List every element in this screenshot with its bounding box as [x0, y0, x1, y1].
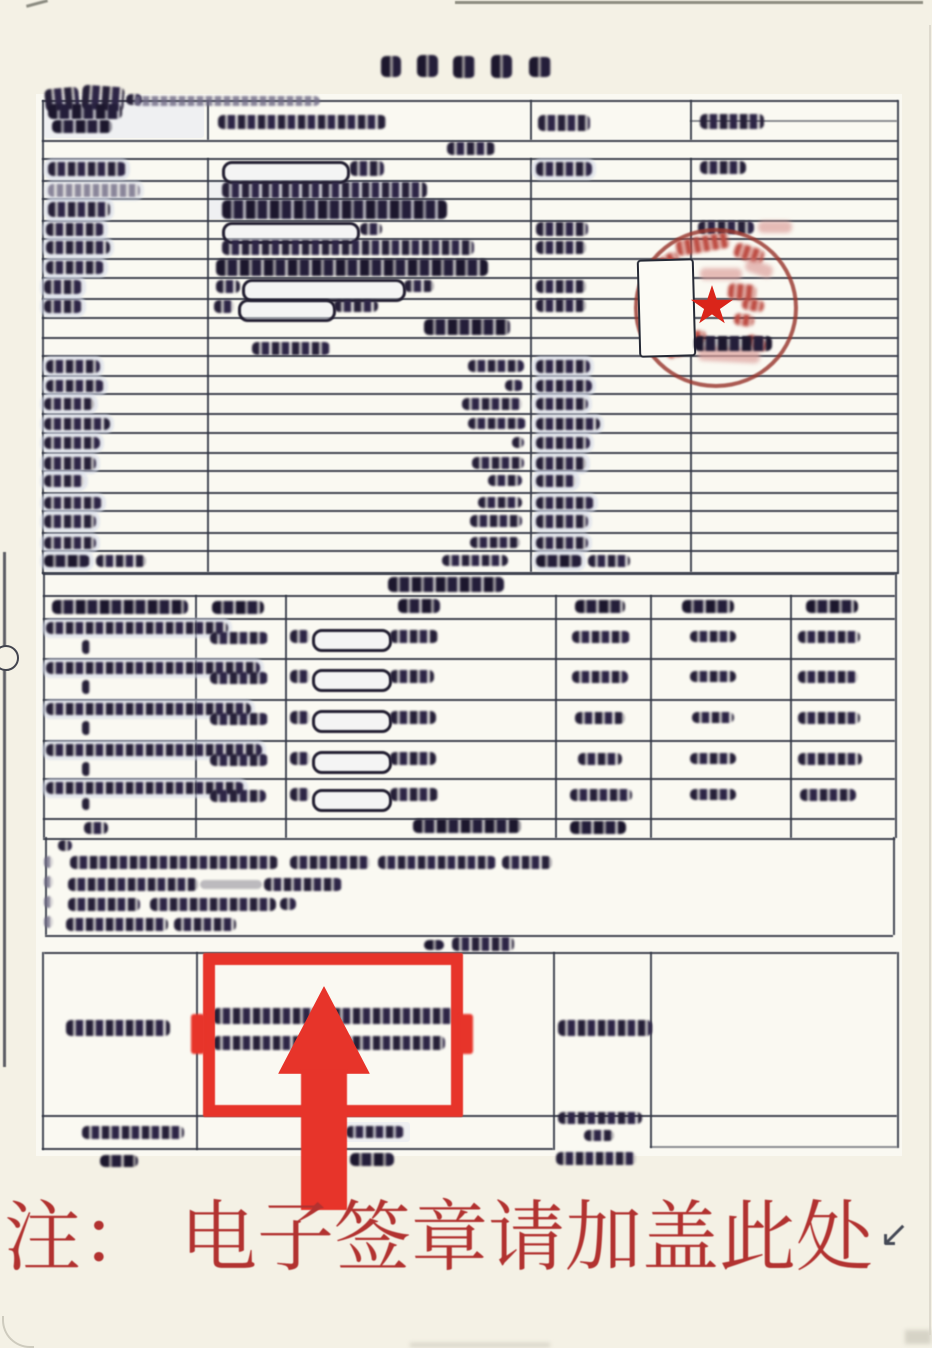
title-glyph-blob [381, 56, 401, 77]
illegible-text-blob [216, 259, 488, 276]
illegible-text-blob [536, 497, 594, 509]
illegible-text-blob [468, 360, 524, 372]
page-top-edge-line [455, 1, 923, 4]
page-right-edge-line [929, 25, 931, 1335]
illegible-text-blob [46, 261, 104, 274]
table-vertical-line [790, 595, 792, 838]
illegible-text-blob [470, 515, 522, 527]
illegible-text-blob [572, 631, 630, 643]
table-vertical-line [555, 595, 557, 838]
table-horizontal-line [43, 699, 895, 701]
illegible-text-blob [210, 632, 268, 644]
illegible-text-blob [472, 457, 524, 469]
illegible-text-blob [798, 712, 860, 724]
illegible-text-blob [390, 788, 438, 801]
illegible-text-blob [536, 222, 588, 236]
illegible-text-blob [82, 1126, 184, 1139]
illegible-text-blob [44, 497, 102, 509]
table-horizontal-line [43, 778, 895, 780]
illegible-text-blob [48, 184, 140, 197]
illegible-text-blob [536, 457, 586, 470]
illegible-text-blob [690, 753, 736, 764]
seal-text-mark [700, 268, 742, 280]
table-horizontal-line [42, 432, 898, 434]
illegible-text-blob [798, 631, 860, 643]
illegible-text-blob [44, 876, 53, 888]
illegible-text-blob [216, 280, 240, 293]
title-glyph-blob [491, 55, 512, 78]
table-horizontal-line [42, 413, 898, 415]
illegible-text-blob [44, 418, 110, 430]
illegible-text-blob [346, 1126, 404, 1138]
illegible-text-blob [584, 1130, 614, 1141]
illegible-text-blob [447, 142, 495, 155]
illegible-text-blob [558, 1020, 652, 1036]
illegible-text-blob [360, 223, 382, 235]
illegible-text-blob [84, 822, 108, 834]
illegible-text-blob [46, 223, 104, 236]
illegible-text-blob [806, 600, 858, 613]
illegible-text-blob [134, 96, 320, 106]
illegible-text-blob [536, 437, 590, 449]
illegible-text-blob [798, 671, 858, 683]
illegible-text-blob [536, 380, 592, 392]
table-horizontal-line [42, 393, 898, 395]
illegible-text-blob [378, 856, 496, 869]
illegible-text-blob [222, 182, 427, 198]
title-glyph-blob [453, 56, 475, 78]
illegible-text-blob [798, 753, 862, 765]
table-vertical-line [897, 952, 899, 1148]
table-vertical-line [530, 158, 532, 572]
title-glyph-blob [529, 57, 551, 77]
illegible-text-blob [424, 319, 510, 335]
illegible-text-blob [210, 754, 268, 766]
illegible-text-blob [44, 437, 100, 449]
illegible-text-blob [44, 475, 84, 487]
illegible-text-blob [44, 515, 96, 528]
illegible-text-blob [82, 721, 90, 735]
red-box-nub [191, 1014, 205, 1054]
red-arrow-stem [301, 1070, 347, 1210]
page-bottom-smudge [410, 1343, 550, 1347]
table-vertical-line [650, 595, 652, 838]
table-horizontal-line [42, 1148, 553, 1150]
illegible-text-blob [44, 300, 82, 313]
illegible-text-blob [413, 819, 521, 833]
illegible-text-blob [210, 672, 268, 684]
illegible-text-blob [46, 622, 228, 634]
illegible-text-blob [404, 280, 434, 292]
table-horizontal-line [43, 573, 895, 575]
left-edge-bubble [0, 645, 19, 671]
illegible-text-blob [212, 601, 264, 614]
illegible-text-blob [290, 752, 310, 765]
note-return-arrow-mark: ↙ [879, 1214, 910, 1255]
illegible-text-blob [536, 475, 576, 487]
illegible-text-blob [398, 599, 440, 613]
illegible-text-blob [264, 878, 342, 891]
table-horizontal-line [42, 470, 898, 472]
illegible-text-blob [214, 300, 234, 313]
title-glyph-blob [417, 55, 438, 77]
seal-caption-blob [694, 336, 772, 351]
illegible-text-blob [578, 753, 622, 765]
illegible-text-blob [52, 120, 112, 133]
illegible-text-blob [350, 1153, 394, 1166]
illegible-text-blob [290, 788, 310, 801]
illegible-text-blob [572, 671, 628, 683]
illegible-text-blob [488, 475, 522, 486]
illegible-text-blob [390, 752, 436, 765]
illegible-text-blob [66, 918, 168, 931]
table-horizontal-line [650, 1146, 897, 1148]
illegible-text-blob [82, 680, 90, 694]
value-pill-outline [312, 751, 392, 774]
table-vertical-line [553, 952, 555, 1150]
illegible-text-blob [558, 1112, 642, 1124]
illegible-text-blob [536, 398, 588, 410]
illegible-text-blob [536, 241, 586, 254]
table-vertical-line [650, 952, 652, 1148]
table-vertical-line [893, 837, 895, 935]
illegible-text-blob [280, 898, 296, 910]
illegible-text-blob [150, 898, 276, 911]
table-horizontal-line [43, 838, 895, 840]
illegible-text-blob [82, 798, 90, 810]
table-horizontal-line [42, 492, 898, 494]
table-horizontal-line [43, 618, 895, 620]
illegible-text-blob [690, 789, 736, 800]
table-horizontal-line [42, 452, 898, 454]
illegible-text-blob [44, 856, 53, 868]
illegible-text-blob [570, 821, 626, 834]
illegible-text-blob [390, 630, 438, 643]
table-vertical-line [207, 100, 209, 140]
illegible-text-blob [538, 115, 590, 131]
illegible-text-blob [468, 418, 526, 429]
illegible-text-blob [682, 600, 734, 613]
illegible-text-blob [390, 711, 436, 724]
illegible-text-blob [174, 918, 236, 931]
illegible-text-blob [700, 161, 746, 174]
illegible-text-blob [44, 457, 96, 470]
illegible-text-blob [442, 555, 508, 566]
illegible-text-blob [218, 115, 386, 129]
illegible-text-blob [290, 856, 370, 869]
table-horizontal-line [42, 375, 898, 377]
illegible-text-blob [66, 1020, 170, 1036]
illegible-text-blob [44, 896, 53, 908]
page-bottom-left-corner-curl [2, 1316, 34, 1348]
illegible-text-blob [200, 880, 262, 889]
illegible-text-blob [334, 300, 378, 312]
table-horizontal-line [42, 180, 898, 182]
illegible-text-blob [690, 631, 736, 642]
illegible-text-blob [505, 380, 523, 391]
signature-note [4, 1194, 932, 1283]
table-vertical-line [690, 100, 692, 140]
illegible-text-blob [390, 670, 434, 683]
value-pill-outline [238, 299, 336, 322]
illegible-text-blob [690, 671, 736, 682]
illegible-text-blob [48, 104, 122, 119]
table-horizontal-line [43, 658, 895, 660]
illegible-text-blob [462, 398, 522, 410]
illegible-text-blob [692, 712, 734, 723]
illegible-text-blob [46, 380, 104, 392]
illegible-text-blob [68, 878, 198, 891]
table-vertical-line [895, 573, 897, 838]
table-horizontal-line [43, 740, 895, 742]
illegible-text-blob [210, 713, 268, 725]
illegible-text-blob [70, 856, 278, 869]
table-horizontal-line [42, 532, 898, 534]
illegible-text-blob [82, 640, 90, 654]
illegible-text-blob [100, 1155, 138, 1167]
illegible-text-blob [44, 555, 90, 567]
table-horizontal-line [42, 158, 898, 160]
illegible-text-blob [222, 200, 447, 219]
illegible-text-blob [536, 360, 590, 373]
illegible-text-blob [536, 280, 586, 293]
table-vertical-line [897, 100, 899, 574]
illegible-text-blob [470, 537, 520, 548]
illegible-text-blob [44, 280, 82, 294]
illegible-text-blob [536, 515, 588, 528]
illegible-text-blob [96, 555, 146, 567]
table-vertical-line [530, 100, 532, 140]
illegible-text-blob [452, 937, 514, 951]
value-pill-outline [222, 161, 350, 184]
value-pill-outline [312, 629, 392, 652]
illegible-text-blob [512, 437, 524, 448]
illegible-text-blob [350, 161, 384, 176]
page-left-edge-line [3, 552, 6, 1067]
illegible-text-blob [536, 162, 592, 176]
value-pill-outline [312, 669, 392, 692]
illegible-text-blob [290, 711, 310, 724]
illegible-text-blob [44, 916, 53, 928]
value-pill-outline [312, 710, 392, 733]
page-bottom-right-patch [905, 1330, 931, 1344]
illegible-text-blob [536, 418, 600, 430]
illegible-text-blob [290, 670, 310, 683]
table-horizontal-line [44, 952, 897, 954]
illegible-text-blob [82, 762, 90, 776]
illegible-text-blob [58, 840, 72, 851]
illegible-text-blob [48, 162, 126, 176]
illegible-text-blob [46, 241, 110, 254]
illegible-text-blob [252, 342, 330, 355]
illegible-text-blob [570, 789, 632, 801]
note-prefix: 注： [4, 1195, 158, 1281]
illegible-text-blob [556, 1152, 636, 1165]
illegible-text-blob [536, 537, 588, 549]
illegible-text-blob [424, 940, 444, 950]
illegible-text-blob [290, 630, 310, 643]
illegible-text-blob [48, 202, 110, 217]
illegible-text-blob [388, 577, 504, 592]
illegible-text-blob [588, 555, 630, 567]
note-text: 电子签章请加盖此处 [180, 1195, 873, 1281]
illegible-text-blob [575, 712, 625, 724]
illegible-text-blob [44, 537, 96, 549]
page-top-left-mark [26, 0, 48, 8]
table-horizontal-line [43, 595, 895, 597]
illegible-text-blob [222, 240, 474, 255]
illegible-text-blob [46, 360, 100, 373]
illegible-text-blob [478, 497, 522, 508]
illegible-text-blob [502, 856, 552, 869]
illegible-text-blob [536, 299, 586, 312]
table-horizontal-line [42, 1115, 897, 1117]
illegible-text-blob [210, 790, 266, 802]
table-vertical-line [42, 952, 44, 1150]
value-pill-outline [312, 789, 392, 812]
table-vertical-line [43, 573, 45, 838]
table-horizontal-line [42, 198, 898, 200]
illegible-text-blob [700, 114, 764, 129]
illegible-text-blob [52, 600, 188, 614]
illegible-text-blob [536, 555, 582, 567]
illegible-text-blob [575, 600, 625, 613]
illegible-text-blob [44, 398, 94, 410]
table-vertical-line [207, 158, 209, 572]
seal-white-rectangle [637, 258, 697, 357]
table-horizontal-line [42, 550, 898, 552]
illegible-text-blob [68, 898, 140, 911]
illegible-text-blob [758, 221, 792, 233]
red-box-nub [459, 1014, 473, 1054]
table-vertical-line [285, 595, 287, 838]
illegible-text-blob [800, 789, 856, 801]
table-horizontal-line [42, 510, 898, 512]
